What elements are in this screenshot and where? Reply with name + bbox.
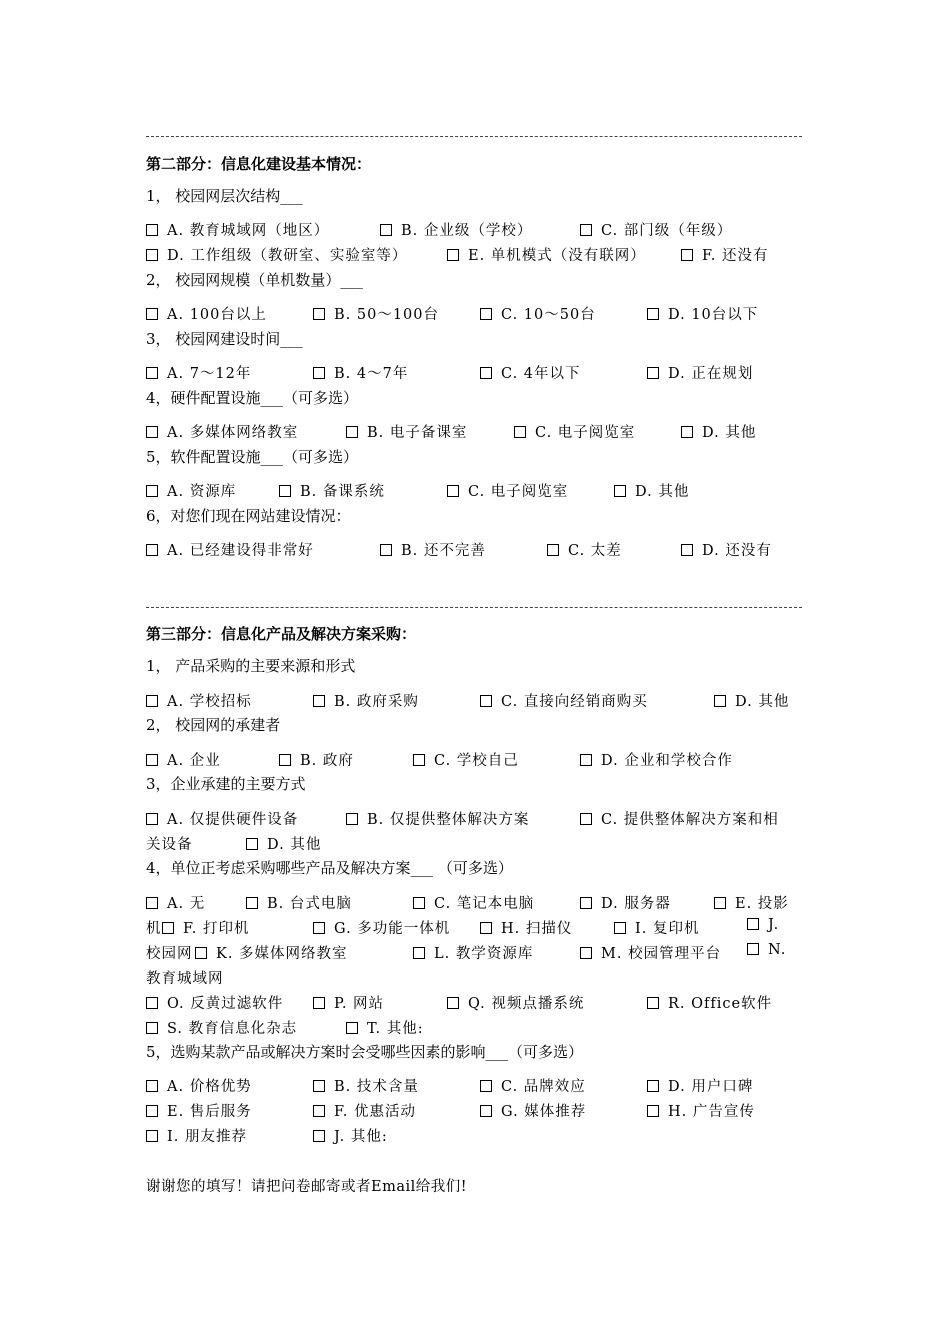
option-continuation: 校园网 (146, 946, 193, 962)
checkbox-icon[interactable] (480, 367, 492, 379)
option[interactable]: A. 仅提供硬件设备 (146, 808, 298, 829)
question-label: 5，选购某款产品或解决方案时会受哪些因素的影响___（可多选） (146, 1043, 584, 1061)
option[interactable]: O. 反黄过滤软件 (146, 992, 283, 1013)
option[interactable]: A. 已经建设得非常好 (146, 539, 314, 560)
checkbox-icon[interactable] (146, 754, 158, 766)
option[interactable]: C. 笔记本电脑 (413, 892, 534, 913)
option[interactable]: B. 备课系统 (279, 480, 385, 501)
option[interactable]: C. 部门级（年级） (580, 219, 732, 240)
checkbox-icon[interactable] (614, 922, 626, 934)
section-separator (146, 607, 802, 608)
checkbox-icon[interactable] (380, 224, 392, 236)
option[interactable]: B. 50～100台 (313, 303, 439, 324)
option[interactable]: A. 7～12年 (146, 362, 251, 383)
checkbox-icon[interactable] (246, 838, 258, 850)
option[interactable]: B. 政府采购 (313, 690, 419, 711)
option[interactable]: F. 打印机 (162, 917, 250, 938)
option[interactable]: E. 售后服务 (146, 1100, 252, 1121)
checkbox-icon[interactable] (146, 367, 158, 379)
checkbox-icon[interactable] (714, 897, 726, 909)
thank-you-note: 谢谢您的填写！请把问卷邮寄或者Email给我们! (146, 1179, 468, 1195)
checkbox-icon[interactable] (346, 813, 358, 825)
option[interactable]: D. 企业和学校合作 (580, 749, 733, 770)
checkbox-icon[interactable] (447, 249, 459, 261)
checkbox-icon[interactable] (747, 943, 759, 955)
checkbox-icon[interactable] (346, 1022, 358, 1034)
checkbox-icon[interactable] (313, 1130, 325, 1142)
checkbox-icon[interactable] (580, 947, 592, 959)
option[interactable]: E. 投影 (714, 892, 789, 913)
checkbox-icon[interactable] (146, 308, 158, 320)
option[interactable]: L. 教学资源库 (413, 942, 533, 963)
option[interactable]: G. 多功能一体机 (313, 917, 450, 938)
checkbox-icon[interactable] (146, 1130, 158, 1142)
checkbox-icon[interactable] (413, 947, 425, 959)
checkbox-icon[interactable] (146, 249, 158, 261)
option[interactable]: B. 仅提供整体解决方案 (346, 808, 529, 829)
option[interactable]: T. 其他: (346, 1017, 424, 1038)
option[interactable]: B. 还不完善 (380, 539, 486, 560)
option[interactable]: C. 直接向经销商购买 (480, 690, 648, 711)
checkbox-icon[interactable] (580, 224, 592, 236)
option[interactable]: G. 媒体推荐 (480, 1100, 586, 1121)
checkbox-icon[interactable] (146, 1022, 158, 1034)
option[interactable]: B. 企业级（学校） (380, 219, 532, 240)
checkbox-icon[interactable] (246, 897, 258, 909)
checkbox-icon[interactable] (146, 485, 158, 497)
option[interactable]: F. 还没有 (681, 244, 769, 265)
checkbox-icon[interactable] (580, 754, 592, 766)
option[interactable]: D. 10台以下 (647, 303, 758, 324)
checkbox-icon[interactable] (146, 813, 158, 825)
checkbox-icon[interactable] (480, 1105, 492, 1117)
checkbox-icon[interactable] (647, 1105, 659, 1117)
option-continuation: 关设备 (146, 837, 193, 853)
checkbox-icon[interactable] (580, 897, 592, 909)
option[interactable]: E. 单机模式（没有联网） (447, 244, 646, 265)
checkbox-icon[interactable] (580, 813, 592, 825)
checkbox-icon[interactable] (380, 544, 392, 556)
option[interactable]: A. 教育城域网（地区） (146, 219, 329, 240)
checkbox-icon[interactable] (681, 249, 693, 261)
option[interactable]: N. (747, 942, 786, 958)
checkbox-icon[interactable] (480, 695, 492, 707)
checkbox-icon[interactable] (413, 754, 425, 766)
question-label: 1， 校园网层次结构___ (146, 187, 303, 205)
section3-title: 第三部分：信息化产品及解决方案采购： (146, 625, 417, 643)
option[interactable]: K. 多媒体网络教室 (195, 942, 348, 963)
checkbox-icon[interactable] (346, 426, 358, 438)
option[interactable]: I. 复印机 (614, 917, 699, 938)
checkbox-icon[interactable] (146, 997, 158, 1009)
option[interactable]: D. 工作组级（教研室、实验室等） (146, 244, 407, 265)
option[interactable]: C. 10～50台 (480, 303, 596, 324)
option[interactable]: A. 无 (146, 892, 205, 913)
option[interactable]: A. 多媒体网络教室 (146, 421, 298, 442)
option-continuation: 教育城域网 (146, 971, 224, 987)
question-label: 5，软件配置设施___（可多选） (146, 448, 359, 466)
checkbox-icon[interactable] (313, 997, 325, 1009)
option[interactable]: P. 网站 (313, 992, 384, 1013)
checkbox-icon[interactable] (747, 918, 759, 930)
option[interactable]: D. 服务器 (580, 892, 671, 913)
checkbox-icon[interactable] (146, 544, 158, 556)
option[interactable]: A. 价格优势 (146, 1075, 252, 1096)
checkbox-icon[interactable] (313, 922, 325, 934)
question-label: 2， 校园网规模（单机数量）___ (146, 271, 363, 289)
option[interactable]: C. 学校自己 (413, 749, 519, 770)
checkbox-icon[interactable] (547, 544, 559, 556)
option[interactable]: C. 电子阅览室 (514, 421, 635, 442)
option[interactable]: F. 优惠活动 (313, 1100, 416, 1121)
checkbox-icon[interactable] (681, 426, 693, 438)
option[interactable]: J. 其他: (313, 1125, 388, 1146)
section2-title: 第二部分：信息化建设基本情况： (146, 155, 372, 173)
checkbox-icon[interactable] (313, 367, 325, 379)
question-label: 1， 产品采购的主要来源和形式 (146, 657, 356, 675)
option[interactable]: C. 提供整体解决方案和相 (580, 808, 779, 829)
option[interactable]: D. 用户口碑 (647, 1075, 753, 1096)
section-separator (146, 136, 802, 137)
checkbox-icon[interactable] (447, 485, 459, 497)
question-label: 4，硬件配置设施___（可多选） (146, 389, 359, 407)
checkbox-icon[interactable] (480, 1080, 492, 1092)
option[interactable]: D. 其他 (246, 833, 321, 854)
checkbox-icon[interactable] (313, 1080, 325, 1092)
checkbox-icon[interactable] (146, 897, 158, 909)
option[interactable]: A. 100台以上 (146, 303, 267, 324)
option[interactable]: M. 校园管理平台 (580, 942, 721, 963)
checkbox-icon[interactable] (647, 997, 659, 1009)
checkbox-icon[interactable] (313, 695, 325, 707)
question-label: 4，单位正考虑采购哪些产品及解决方案___ （可多选） (146, 859, 513, 877)
checkbox-icon[interactable] (447, 997, 459, 1009)
option-continuation: 机 (146, 921, 162, 937)
question-label: 2， 校园网的承建者 (146, 716, 281, 734)
option[interactable]: C. 4年以下 (480, 362, 581, 383)
checkbox-icon[interactable] (146, 426, 158, 438)
checkbox-icon[interactable] (647, 367, 659, 379)
option[interactable]: B. 4～7年 (313, 362, 408, 383)
checkbox-icon[interactable] (681, 544, 693, 556)
option[interactable]: H. 扫描仪 (480, 917, 572, 938)
option[interactable]: J. (747, 917, 779, 933)
option[interactable]: A. 资源库 (146, 480, 236, 501)
option[interactable]: B. 电子备课室 (346, 421, 467, 442)
checkbox-icon[interactable] (279, 754, 291, 766)
checkbox-icon[interactable] (146, 224, 158, 236)
option[interactable]: C. 太差 (547, 539, 622, 560)
option[interactable]: C. 电子阅览室 (447, 480, 568, 501)
checkbox-icon[interactable] (480, 308, 492, 320)
question-label: 3， 校园网建设时间___ (146, 330, 303, 348)
checkbox-icon[interactable] (146, 1105, 158, 1117)
checkbox-icon[interactable] (714, 695, 726, 707)
option[interactable]: D. 其他 (614, 480, 689, 501)
question-label: 3，企业承建的主要方式 (146, 775, 306, 793)
option[interactable]: Q. 视频点播系统 (447, 992, 584, 1013)
checkbox-icon[interactable] (313, 1105, 325, 1117)
option[interactable]: D. 正在规划 (647, 362, 753, 383)
option[interactable]: S. 教育信息化杂志 (146, 1017, 297, 1038)
option[interactable]: D. 还没有 (681, 539, 772, 560)
option[interactable]: C. 品牌效应 (480, 1075, 586, 1096)
checkbox-icon[interactable] (413, 897, 425, 909)
option[interactable]: A. 企业 (146, 749, 221, 770)
option[interactable]: B. 台式电脑 (246, 892, 352, 913)
checkbox-icon[interactable] (195, 947, 207, 959)
option[interactable]: D. 其他 (681, 421, 756, 442)
option[interactable]: R. Office软件 (647, 992, 772, 1013)
checkbox-icon[interactable] (162, 922, 174, 934)
option[interactable]: B. 政府 (279, 749, 354, 770)
question-label: 6，对您们现在网站建设情况： (146, 507, 351, 525)
checkbox-icon[interactable] (146, 695, 158, 707)
checkbox-icon[interactable] (647, 1080, 659, 1092)
checkbox-icon[interactable] (480, 922, 492, 934)
checkbox-icon[interactable] (313, 308, 325, 320)
option[interactable]: A. 学校招标 (146, 690, 252, 711)
option[interactable]: D. 其他 (714, 690, 789, 711)
checkbox-icon[interactable] (146, 1080, 158, 1092)
option[interactable]: I. 朋友推荐 (146, 1125, 247, 1146)
option[interactable]: B. 技术含量 (313, 1075, 419, 1096)
option[interactable]: H. 广告宣传 (647, 1100, 755, 1121)
checkbox-icon[interactable] (279, 485, 291, 497)
checkbox-icon[interactable] (647, 308, 659, 320)
checkbox-icon[interactable] (514, 426, 526, 438)
checkbox-icon[interactable] (614, 485, 626, 497)
